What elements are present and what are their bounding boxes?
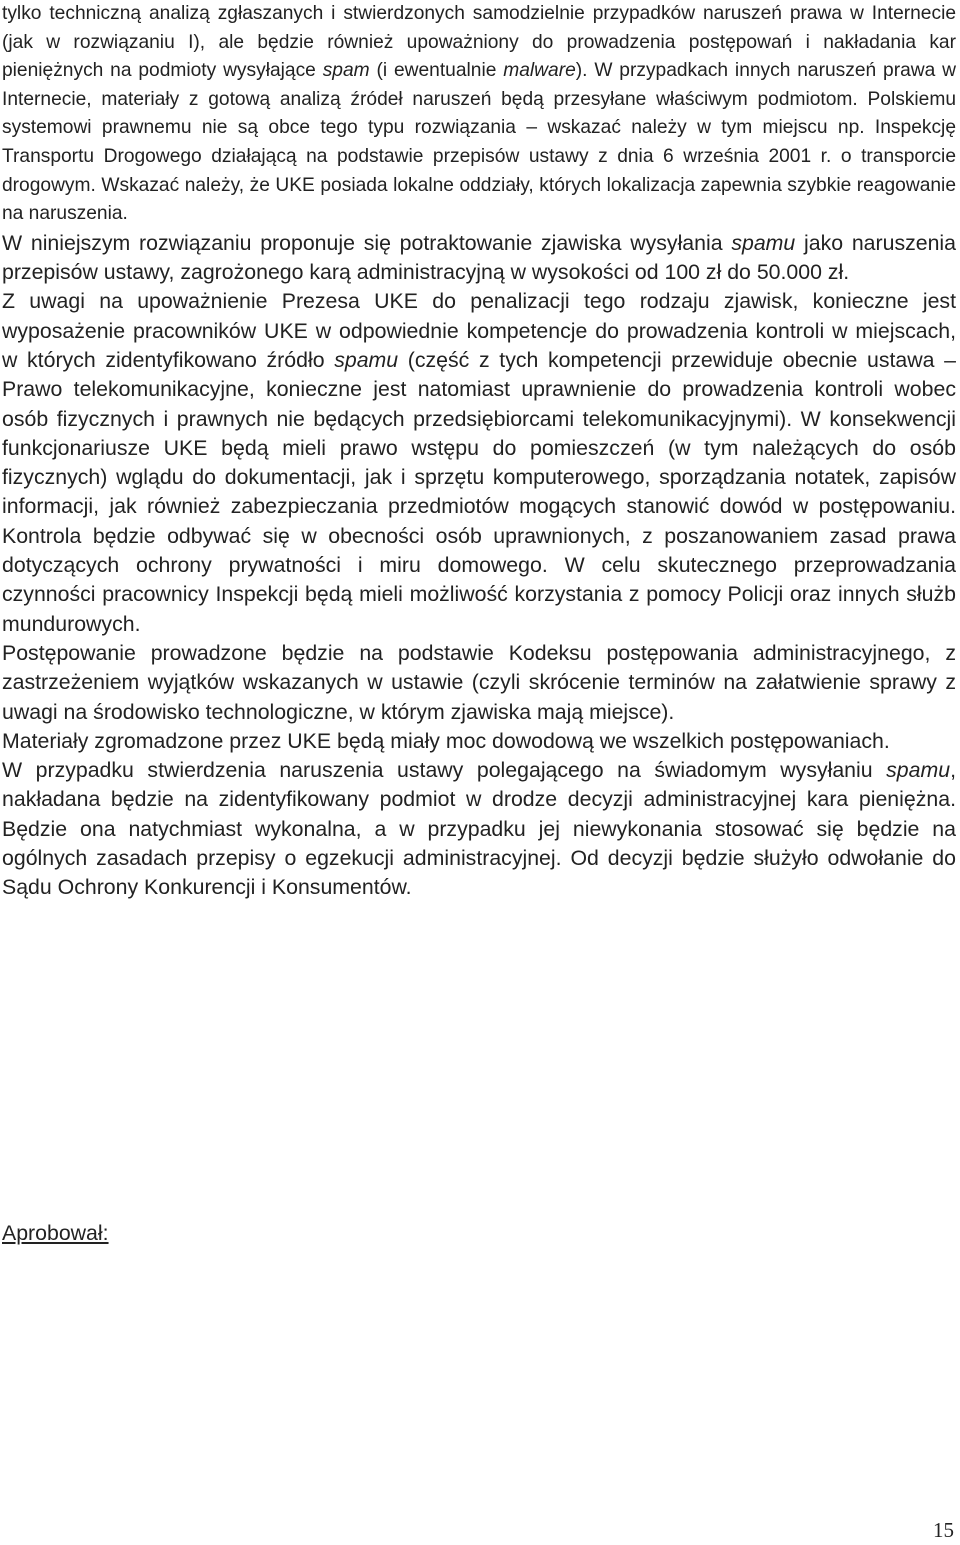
text-run: ). W przypadkach innych naruszeń prawa w Internecie, materiały z gotową analizą źródeł naruszeń będą przesyłane właściwym podmiotom. Polskiemu systemowi prawnemu nie są obce tego typu rozwiązania – wskazać należy w tym miejscu np. Inspekcję Transportu Drogowego działającą na podstawie przepisów ustawy z dnia 6 września 2001 r. o transporcie drogowym. Wskazać należy, że UKE posiada lokalne oddziały, których lokalizacja zapewnia szybkie reagowanie na naruszenia. (2, 60, 956, 225)
page-number: 15 (933, 1518, 954, 1542)
italic-term: spamu (886, 758, 951, 783)
paragraph (2, 639, 956, 727)
text-run: , nakładana będzie na zidentyfikowany podmiot w drodze decyzji administracyjnej kara pieniężna. Będzie ona natychmiast wykonalna, a w przypadku jej niewykonania stosować się będzie na ogólnych zasadach przepisy o egzekucji administracyjnej. Od decyzji będzie służyło odwołanie do Sądu Ochrony Konkurencji i Konsumentów. (2, 758, 956, 900)
italic-term: malware (503, 60, 576, 82)
paragraph (2, 727, 956, 756)
italic-term: spam (322, 60, 370, 82)
text-run: Postępowanie prowadzone będzie na podstawie Kodeksu postępowania administracyjnego, z zastrzeżeniem wyjątków wskazanych w ustawie (czyli skrócenie terminów na załatwienie sprawy z uwagi na środowisko technologiczne, w którym zjawiska mają miejsce). (2, 640, 956, 724)
italic-term: spamu (731, 230, 796, 255)
paragraph (2, 229, 956, 288)
paragraph (2, 756, 956, 902)
paragraph (2, 0, 956, 229)
document-body (2, 0, 956, 903)
approver-label: Aprobował: (2, 1221, 109, 1245)
text-run: Materiały zgromadzone przez UKE będą miały moc dowodową we wszelkich postępowaniach. (2, 728, 890, 753)
text-run: W niniejszym rozwiązaniu proponuje się potraktowanie zjawiska wysyłania (2, 230, 732, 255)
text-run: jako naruszenia przepisów ustawy, zagrożonego karą administracyjną w wysokości od 100 zł do 50.000 zł. (2, 230, 957, 285)
paragraph (2, 287, 956, 639)
text-run: (część z tych kompetencji przewiduje obecnie ustawa – Prawo telekomunikacyjne, konieczne jest natomiast uprawnienie do prowadzenia kontroli wobec osób fizycznych i prawnych nie będących przedsiębiorcami telekomunikacyjnymi). W konsekwencji funkcjonariusze UKE będą mieli prawo wstępu do pomieszczeń (w tym należących do osób fizycznych) wglądu do dokumentacji, jak i sprzętu komputerowego, sporządzania notatek, zapisów informacji, jak również zabezpieczania przedmiotów mogących stanowić dowód w postępowaniu. Kontrola będzie odbywać się w obecności osób uprawnionych, z poszanowaniem zasad prawa dotyczących ochrony prywatności i miru domowego. W celu skutecznego przeprowadzania czynności pracownicy Inspekcji będą mieli możliwość korzystania z pomocy Policji oraz innych służb mundurowych. (2, 347, 956, 636)
text-run: (i ewentualnie (369, 60, 504, 82)
italic-term: spamu (334, 347, 399, 372)
text-run: W przypadku stwierdzenia naruszenia ustawy polegającego na świadomym wysyłaniu (2, 758, 887, 783)
text-run: tylko techniczną analizą zgłaszanych i stwierdzonych samodzielnie przypadków naruszeń prawa w Internecie (jak w rozwiązaniu I), ale będzie również upoważniony do prowadzenia postępowań i nakładania kar pieniężnych na podmioty wysyłające (2, 3, 956, 82)
text-run: Z uwagi na upoważnienie Prezesa UKE do penalizacji tego rodzaju zjawisk, konieczne jest wyposażenie pracowników UKE w odpowiednie kompetencje do prowadzenia kontroli w miejscach, w których zidentyfikowano źródło (2, 289, 956, 372)
